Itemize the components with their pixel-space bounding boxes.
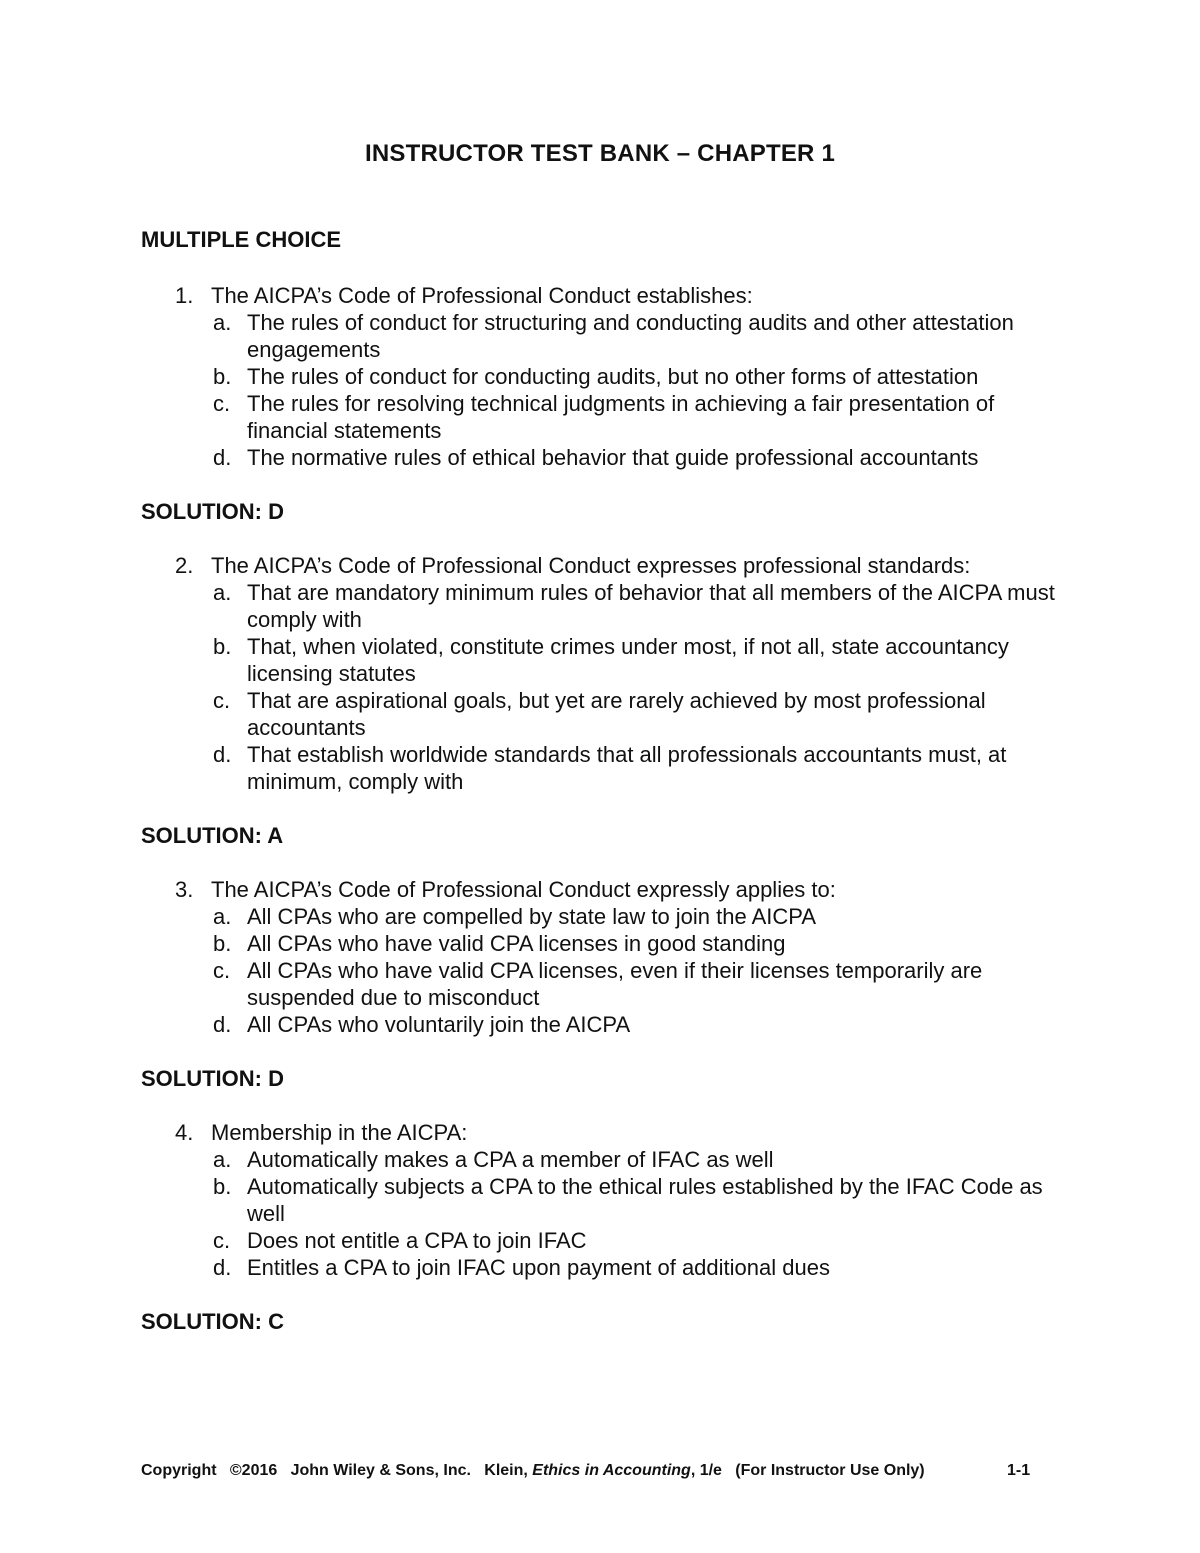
question [141,282,1071,525]
option-item [141,1173,1071,1227]
option-letter: c. [213,1228,231,1253]
option-letter: b. [213,634,232,659]
option-letter: b. [213,1174,232,1199]
option-text: The normative rules of ethical behavior that guide professional accountants [247,445,979,470]
option-letter: d. [213,445,232,470]
question-text: The AICPA’s Code of Professional Conduct establishes: [211,283,753,308]
option-item [141,741,1071,795]
option-item [141,1227,1071,1254]
question-text: The AICPA’s Code of Professional Conduct expressly applies to: [211,877,836,902]
option-list [141,1146,1071,1281]
option-item [141,444,1071,471]
solution-label: SOLUTION: A [141,823,284,848]
option-letter: a. [213,580,232,605]
option-item [141,1011,1071,1038]
solution-label: SOLUTION: D [141,499,284,524]
option-text: The rules of conduct for structuring and conducting audits and other attestation engagements [247,310,1014,362]
option-text: Entitles a CPA to join IFAC upon payment of additional dues [247,1255,830,1280]
option-letter: d. [213,742,232,767]
option-item [141,633,1071,687]
option-text: All CPAs who have valid CPA licenses, even if their licenses temporarily are suspended due to misconduct [247,958,983,1010]
option-item [141,363,1071,390]
option-item [141,309,1071,363]
question [141,1119,1071,1335]
option-letter: c. [213,688,231,713]
option-text: That are aspirational goals, but yet are rarely achieved by most professional accountants [247,688,986,740]
option-text: All CPAs who voluntarily join the AICPA [247,1012,631,1037]
page-number: 1-1 [1007,1462,1031,1479]
question [141,876,1071,1092]
footer-copyright: Copyright ©2016 John Wiley & Sons, Inc. Klein, [141,1462,533,1479]
option-letter: d. [213,1012,232,1037]
option-list [141,903,1071,1038]
option-text: Does not entitle a CPA to join IFAC [247,1228,587,1253]
option-item [141,579,1071,633]
option-text: That establish worldwide standards that all professionals accountants must, at minimum, comply with [247,742,1007,794]
option-letter: a. [213,310,232,335]
footer-edition: , 1/e (For Instructor Use Only) [690,1462,925,1479]
question-number: 3. [175,877,194,902]
option-letter: c. [213,391,231,416]
option-text: That, when violated, constitute crimes under most, if not all, state accountancy licensing statutes [247,634,1009,686]
option-letter: b. [213,931,232,956]
section-heading: MULTIPLE CHOICE [141,227,342,252]
option-item [141,957,1071,1011]
question-text: The AICPA’s Code of Professional Conduct expresses professional standards: [211,553,971,578]
option-text: All CPAs who have valid CPA licenses in good standing [247,931,786,956]
option-text: The rules of conduct for conducting audits, but no other forms of attestation [247,364,979,389]
page-title: INSTRUCTOR TEST BANK – CHAPTER 1 [365,140,835,167]
footer-book-title: Ethics in Accounting [532,1462,691,1479]
question-text: Membership in the AICPA: [211,1120,468,1145]
option-list [141,579,1071,795]
solution-label: SOLUTION: D [141,1066,284,1091]
option-letter: c. [213,958,231,983]
option-item [141,930,1071,957]
option-list [141,309,1071,471]
option-text: All CPAs who are compelled by state law to join the AICPA [247,904,817,929]
question-list [141,282,1071,1362]
option-item [141,687,1071,741]
option-letter: a. [213,1147,232,1172]
question-number: 4. [175,1120,194,1145]
option-text: That are mandatory minimum rules of behavior that all members of the AICPA must comply with [247,580,1055,632]
option-text: The rules for resolving technical judgments in achieving a fair presentation of financial statements [247,391,995,443]
question-number: 1. [175,283,194,308]
solution-label: SOLUTION: C [141,1309,284,1334]
question [141,552,1071,849]
option-item [141,903,1071,930]
option-item [141,390,1071,444]
option-text: Automatically subjects a CPA to the ethical rules established by the IFAC Code as well [247,1174,1043,1226]
option-letter: b. [213,364,232,389]
option-letter: d. [213,1255,232,1280]
question-number: 2. [175,553,194,578]
option-item [141,1146,1071,1173]
option-text: Automatically makes a CPA a member of IFAC as well [247,1147,774,1172]
option-item [141,1254,1071,1281]
option-letter: a. [213,904,232,929]
page-footer [141,1462,1041,1480]
